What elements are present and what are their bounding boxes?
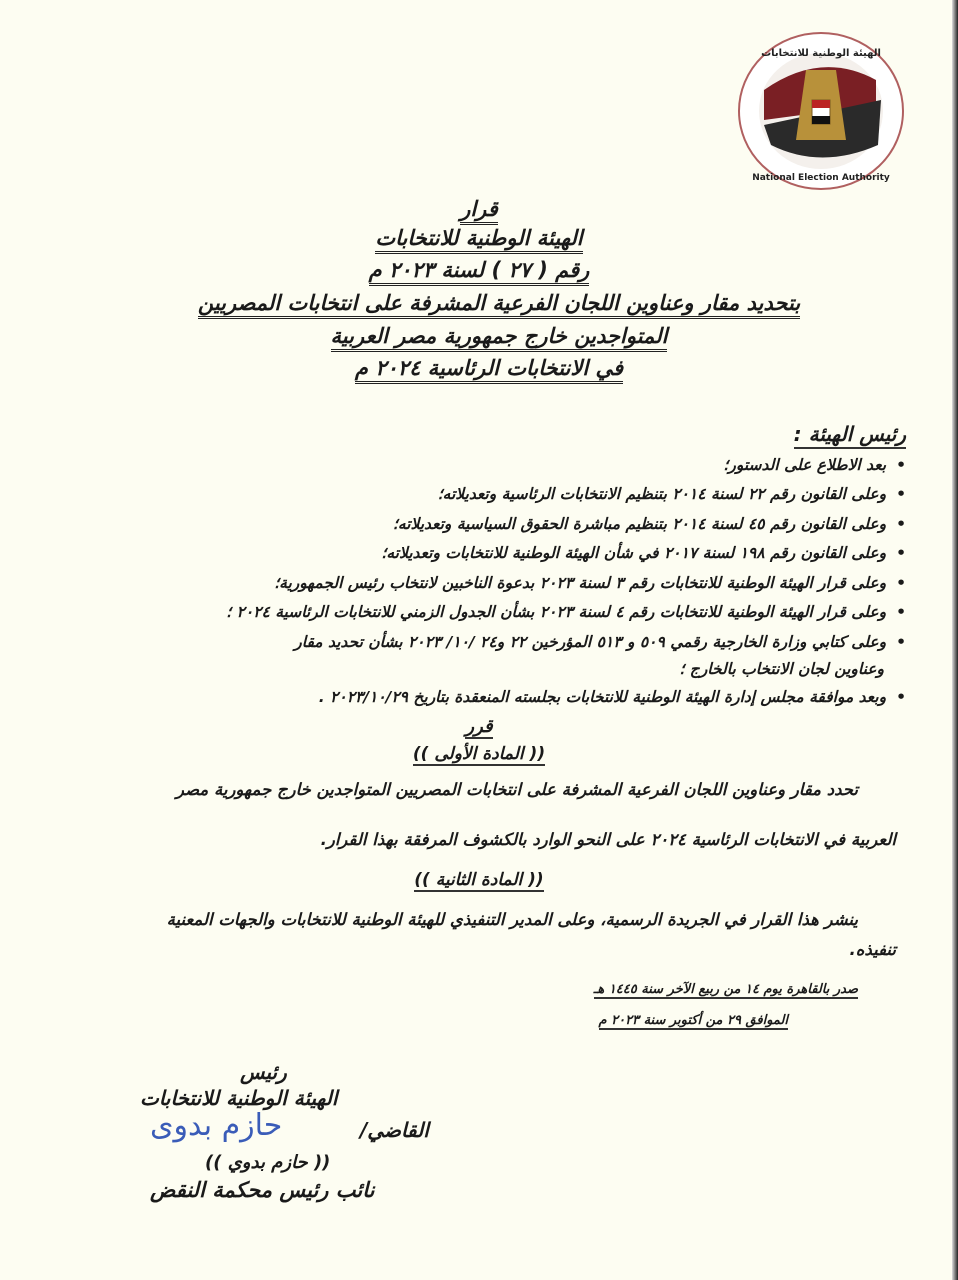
decision-subject-line-1: بتحديد مقار وعناوين اللجان الفرعية المشرفة على انتخابات المصريين [40,291,958,315]
preamble-heading: رئيس الهيئة : [794,422,906,446]
article-2-text-line-1: ينشر هذا القرار في الجريدة الرسمية، وعلى المدير التنفيذي للهيئة الوطنية للانتخابات والجهات المعنية [166,910,858,929]
article-2-heading: (( المادة الثانية )) [414,870,544,890]
article-1-heading: (( المادة الأولى )) [412,744,546,764]
signatory-title-1: رئيس [240,1060,287,1084]
preamble-item: • وعلى كتابي وزارة الخارجية رقمي ٥٠٩ و ٥١٣ المؤرخين ٢٢ و٢٤ /١٠/ ٢٠٢٣ بشأن تحديد مقار [294,633,906,651]
preamble-item: • وبعد موافقة مجلس إدارة الهيئة الوطنية للانتخابات بجلسته المنعقدة بتاريخ ٢٠٢٣/١٠/٢٩ . [319,688,906,706]
decision-subject-line-2: المتواجدين خارج جمهورية مصر العربية [40,324,958,348]
preamble-item: • بعد الاطلاع على الدستور؛ [723,456,906,474]
signatory-name: (( حازم بدوي )) [205,1152,331,1173]
preamble-item: • وعلى القانون رقم ١٩٨ لسنة ٢٠١٧ في شأن الهيئة الوطنية للانتخابات وتعديلاته؛ [381,544,906,562]
judge-label: القاضي/ [360,1118,429,1142]
decision-number: رقم ( ٢٧ ) لسنة ٢٠٢٣ م [0,258,958,282]
national-election-authority-seal [736,30,906,192]
article-1-text-line-2: العربية في الانتخابات الرئاسية ٢٠٢٤ على النحو الوارد بالكشوف المرفقة بهذا القرار. [320,830,896,849]
page-edge-shadow [952,0,958,1280]
decided-heading: قرر [465,716,493,737]
preamble-item: • وعلى قرار الهيئة الوطنية للانتخابات رقم ٣ لسنة ٢٠٢٣ بدعوة الناخبين لانتخاب رئيس الجمهورية؛ [274,574,906,592]
decision-subject-line-3: في الانتخابات الرئاسية ٢٠٢٤ م [20,356,958,380]
preamble-item: • وعلى القانون رقم ٢٢ لسنة ٢٠١٤ بتنظيم الانتخابات الرئاسية وتعديلاته؛ [438,485,906,503]
decision-heading: قرار [0,197,958,221]
signatory-title-2: الهيئة الوطنية للانتخابات [140,1086,338,1110]
preamble-item-continuation: وعناوين لجان الانتخاب بالخارج ؛ [679,660,884,678]
svg-text:National Election Authority: National Election Authority [752,173,890,183]
handwritten-signature: حازم بدوى [150,1108,283,1143]
svg-text:الهيئة الوطنية للانتخابات: الهيئة الوطنية للانتخابات [761,48,881,59]
preamble-item: • وعلى القانون رقم ٤٥ لسنة ٢٠١٤ بتنظيم مباشرة الحقوق السياسية وتعديلاته؛ [393,515,906,533]
issued-date-hijri: صدر بالقاهرة يوم ١٤ من ربيع الآخر سنة ١٤٤٥ هـ [593,982,858,997]
preamble-item: • وعلى قرار الهيئة الوطنية للانتخابات رقم ٤ لسنة ٢٠٢٣ بشأن الجدول الزمني للانتخابات الرئاسية ٢٠٢٤ ؛ [226,603,906,621]
article-1-text-line-1: تحدد مقار وعناوين اللجان الفرعية المشرفة على انتخابات المصريين المتواجدين خارج جمهورية مصر [176,780,858,799]
issued-date-gregorian: الموافق ٢٩ من أكتوبر سنة ٢٠٢٣ م [598,1013,788,1028]
authority-name: الهيئة الوطنية للانتخابات [0,226,958,250]
signatory-position: نائب رئيس محكمة النقض [150,1178,375,1202]
article-2-text-line-2: تنفيذه. [849,940,896,959]
